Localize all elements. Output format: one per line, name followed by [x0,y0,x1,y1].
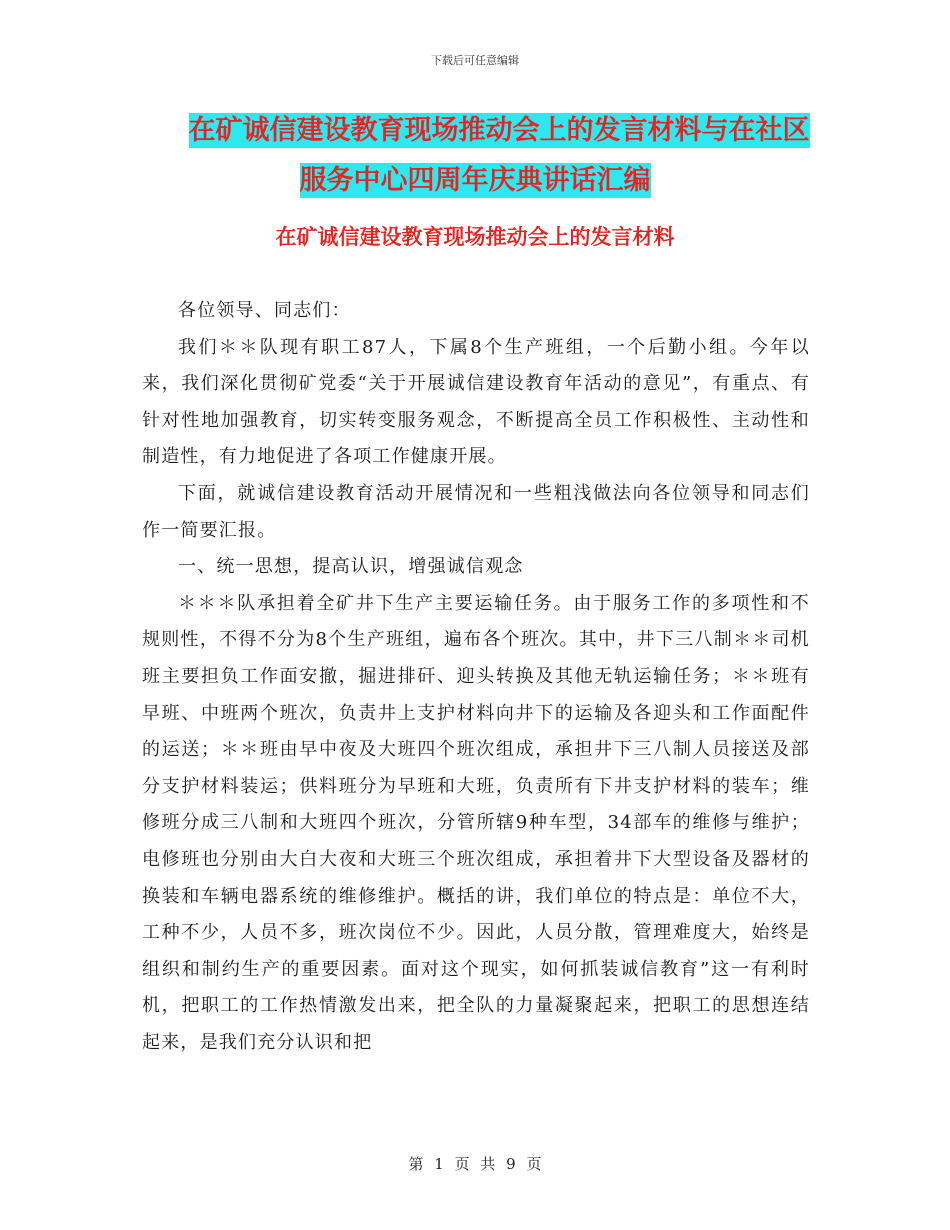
title-highlight-2: 服务中心四周年庆典讲话汇编 [299,165,651,196]
page-header-note: 下载后可任意编辑 [431,54,519,67]
body-text [142,293,810,1061]
paragraph: 下面，就诚信建设教育活动开展情况和一些粗浅做法向各位领导和同志们作一简要汇报。 [142,482,810,541]
section-title: 在矿诚信建设教育现场推动会上的发言材料 [275,225,675,249]
paragraph-heading: 一、统一思想，提高认识，增强诚信观念 [178,556,524,578]
document-title [0,106,950,206]
document-title-line-1 [0,106,950,156]
title-highlight-1: 在矿诚信建设教育现场推动会上的发言材料与在社区 [188,115,810,146]
paragraph-salutation: 各位领导、同志们： [178,300,351,321]
paragraph: 我们＊＊队现有职工87人，下属8个生产班组，一个后勤小组。今年以来，我们深化贯彻矿党委“关于开展诚信建设教育年活动的意见”，有重点、有针对性地加强教育，切实转变服务观念，不断提高全员工作积极性、主动性和制造性，有力地促进了各项工作健康开展。 [142,336,810,468]
paragraph: ＊＊＊队承担着全矿井下生产主要运输任务。由于服务工作的多项性和不规则性，不得不分为8个生产班组，遍布各个班次。其中，井下三八制＊＊司机班主要担负工作面安撤，掘进排矸、迎头转换及其他无轨运输任务；＊＊班有早班、中班两个班次，负责井上支护材料向井下的运输及各迎头和工作面配件的运送；＊＊班由早中夜及大班四个班次组成，承担井下三八制人员接送及部分支护材料装运；供料班分为早班和大班，负责所有下井支护材料的装车；维修班分成三八制和大班四个班次，分管所辖9种车型，34部车的维修与维护；电修班也分别由大白大夜和大班三个班次组成，承担着井下大型设备及器材的换装和车辆电器系统的维修维护。概括的讲，我们单位的特点是：单位不大，工种不少，人员不多，班次岗位不少。因此，人员分散，管理难度大，始终是组织和制约生产的重要因素。面对这个现实，如何抓装诚信教育”这一有利时机，把职工的工作热情激发出来，把全队的力量凝聚起来，把职工的思想连结起来，是我们充分认识和把 [142,592,810,1053]
document-title-line-2 [0,156,950,206]
page-footer: 第 1 页 共 9 页 [408,1155,542,1173]
